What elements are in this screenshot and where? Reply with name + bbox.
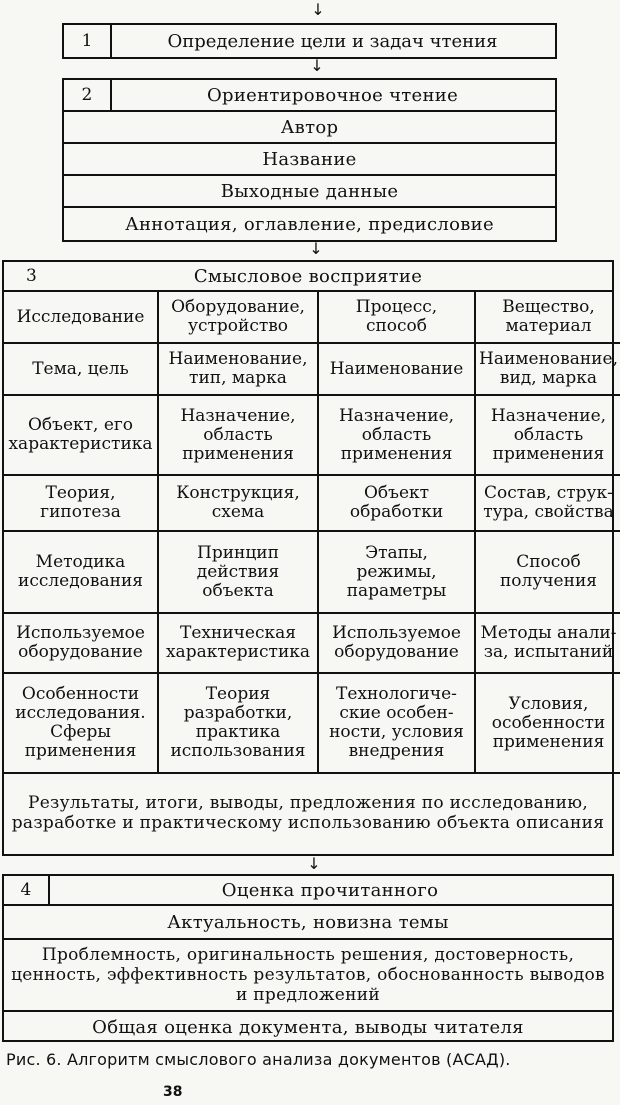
table-cell: Методы анали- за, испытаний bbox=[476, 614, 620, 674]
section-1-box bbox=[62, 23, 557, 59]
table-cell: Тема, цель bbox=[4, 344, 159, 396]
section-4-title: Оценка прочитанного bbox=[221, 879, 439, 901]
section-2-item: Аннотация, оглавление, предисловие bbox=[125, 213, 494, 235]
table-cell: Техническая характеристика bbox=[159, 614, 319, 674]
section-2-box bbox=[62, 78, 557, 242]
section-3-box bbox=[2, 260, 618, 856]
table-header-cell: Вещество, материал bbox=[476, 292, 620, 344]
arrow-down-icon: ↓ bbox=[311, 0, 325, 19]
section-3-number: 3 bbox=[26, 266, 38, 286]
arrow-down-icon: ↓ bbox=[309, 239, 323, 258]
figure-caption: Рис. 6. Алгоритм смыслового анализа документов (АСАД). bbox=[6, 1050, 511, 1069]
section-4-box bbox=[2, 874, 614, 1042]
table-header-cell: Оборудование, устройство bbox=[159, 292, 319, 344]
section-4-number: 4 bbox=[4, 876, 50, 904]
arrow-down-icon: ↓ bbox=[310, 56, 324, 75]
section-2-header bbox=[64, 80, 555, 112]
section-1-title: Определение цели и задач чтения bbox=[167, 30, 498, 52]
table-cell: Назначение, область применения bbox=[476, 396, 620, 476]
section-3-header bbox=[4, 262, 612, 292]
section-2-title: Ориентировочное чтение bbox=[206, 84, 459, 106]
table-cell: Состав, струк- тура, свойства bbox=[476, 476, 620, 532]
table-cell: Способ получения bbox=[476, 532, 620, 614]
table-cell: Этапы, режимы, параметры bbox=[319, 532, 476, 614]
table-cell: Объект обработки bbox=[319, 476, 476, 532]
section-4-item: Актуальность, новизна темы bbox=[4, 906, 612, 940]
section-3-results: Результаты, итоги, выводы, предложения по исследованию, разработке и практическому использованию объекта описания bbox=[11, 793, 605, 833]
table-cell: Принцип действия объекта bbox=[159, 532, 319, 614]
table-cell: Технологиче- ские особен- ности, условия внедрения bbox=[319, 674, 476, 774]
table-cell: Наименование, тип, марка bbox=[159, 344, 319, 396]
table-cell: Методика исследования bbox=[4, 532, 159, 614]
table-cell: Используемое оборудование bbox=[4, 614, 159, 674]
section-4-header bbox=[4, 876, 612, 906]
table-header-cell: Исследование bbox=[4, 292, 159, 344]
table-cell: Теория, гипотеза bbox=[4, 476, 159, 532]
table-cell: Теория разработки, практика использования bbox=[159, 674, 319, 774]
section-2-item: Автор bbox=[64, 112, 555, 144]
table-cell: Назначение, область применения bbox=[319, 396, 476, 476]
section-4-item: Общая оценка документа, выводы читателя bbox=[92, 1016, 524, 1038]
table-cell: Особенности исследования. Сферы применения bbox=[4, 674, 159, 774]
table-cell: Конструкция, схема bbox=[159, 476, 319, 532]
arrow-down-icon: ↓ bbox=[307, 854, 321, 873]
section-1-number: 1 bbox=[64, 25, 112, 57]
table-cell: Используемое оборудование bbox=[319, 614, 476, 674]
table-header-cell: Процесс, способ bbox=[319, 292, 476, 344]
section-2-item: Выходные данные bbox=[64, 176, 555, 208]
table-cell: Объект, его характеристика bbox=[4, 396, 159, 476]
table-cell: Наименование, вид, марка bbox=[476, 344, 620, 396]
table-cell: Назначение, область применения bbox=[159, 396, 319, 476]
table-cell: Наименование bbox=[319, 344, 476, 396]
page-number: 38 bbox=[163, 1084, 183, 1100]
table-cell: Условия, особенности применения bbox=[476, 674, 620, 774]
section-3-title: Смысловое восприятие bbox=[193, 265, 423, 287]
section-4-item: Проблемность, оригинальность решения, достоверность, ценность, эффективность результатов, обоснованность выводов и предложений bbox=[4, 940, 612, 1012]
analysis-table bbox=[4, 292, 618, 774]
section-2-number: 2 bbox=[64, 80, 112, 110]
section-2-item: Название bbox=[64, 144, 555, 176]
